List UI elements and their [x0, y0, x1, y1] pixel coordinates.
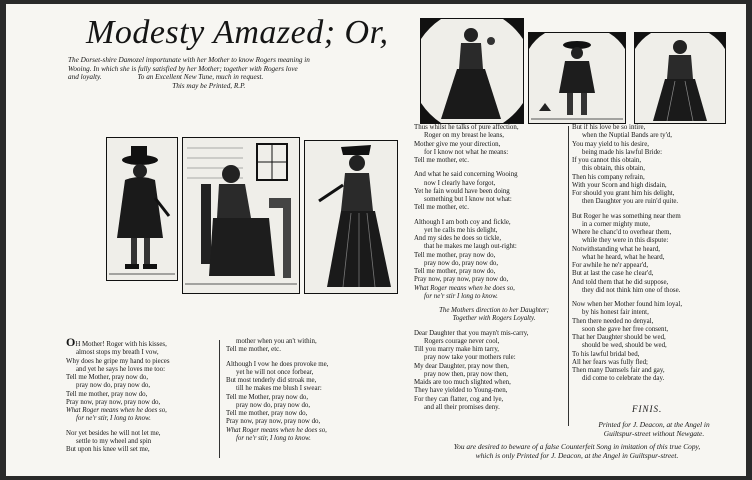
- seated-woman-woodcut-icon: [182, 137, 300, 294]
- notice-line: which is only Printed for J. Deacon, at the Angel in Guiltspur-street.: [475, 451, 679, 460]
- verse-column-4: [572, 124, 740, 384]
- subtitle-line: and loyalty. To an Excellent New Tune, much in request.: [68, 73, 264, 82]
- verse-line: Dear Daughter that you mayn't mis-carry,: [414, 329, 529, 337]
- verse-line: My dear Daughter, pray now then,: [414, 362, 509, 370]
- subtitle-line: The Dorset-shire Damozel importunate with her Mother to know Rogers meaning in: [68, 56, 310, 64]
- verse-line: by his honest fair intent,: [582, 309, 649, 317]
- verse-line: Then many Damsels fair and gay,: [572, 367, 665, 374]
- verse-line: Rogers courage never cool,: [424, 337, 500, 345]
- verse-line: should be wed, should be wed,: [582, 342, 667, 350]
- verse-line: then Daughter you are ruin'd quite.: [582, 198, 679, 206]
- verse-column-3: [414, 124, 574, 412]
- verse-line: till he makes me blush I swear:: [236, 385, 322, 393]
- verse-line: If you cannot this obtain,: [572, 157, 642, 164]
- verse-line: Although I am both coy and fickle,: [414, 218, 511, 226]
- verse-line: Tell me mother, pray now do,: [226, 410, 308, 417]
- finis-mark: FINIS.: [632, 404, 663, 414]
- verse-line: For they can flatter, cog and lye,: [414, 395, 504, 403]
- verse-line: But upon his knee will set me,: [66, 446, 150, 453]
- verse-line: For awhile he ne'r appear'd,: [572, 262, 649, 269]
- verse-line: But at last the case he clear'd,: [572, 270, 654, 278]
- imprint-line: Printed for J. Deacon, at the Angel in: [598, 420, 710, 429]
- standing-woman-woodcut-icon: [304, 140, 398, 294]
- verse-line: What Roger means when he does so,: [414, 284, 515, 292]
- verse-line: With your Scorn and high disdain,: [572, 181, 667, 189]
- ballad-title: Modesty Amazed; Or,: [86, 14, 389, 51]
- gentleman-woodcut-icon: [528, 32, 626, 124]
- subtitle-line: This may be Printed, R.P.: [68, 81, 246, 90]
- verse-line: now I clearly have forgot,: [424, 179, 496, 187]
- verse-line: pray now then, pray now then,: [424, 370, 509, 378]
- verse-line: pray now do, pray now do,: [236, 401, 311, 409]
- verse-line: Tell me mother, pray now do,: [66, 390, 148, 398]
- verse-line: Nor yet besides he will not let me,: [66, 429, 161, 437]
- verse-line: And told them that he did suppose,: [572, 278, 669, 286]
- verse-line: Why does he gripe my hand to pieces: [66, 357, 170, 365]
- subtitle-line: Wooing. In which she is fully satisfied by her Mother; together with Rogers love: [68, 64, 298, 73]
- verse-line: [66, 335, 218, 349]
- verse-line: Although I vow he does provoke me,: [226, 360, 329, 368]
- verse-line: They have yielded to Young-men,: [414, 387, 508, 395]
- notice-line: You are desired to beware of a false Counterfeit Song in imitation of this true Copy,: [453, 442, 701, 451]
- verse-line: Yet he fain would have been doing: [414, 187, 510, 195]
- verse-line: pray now do, pray now do,: [424, 259, 499, 267]
- verse-line: in a corner mighty mute,: [582, 220, 650, 228]
- verse-line: what he heard, what he heard,: [582, 253, 665, 261]
- verse-line: pray now do, pray now do,: [76, 382, 151, 390]
- verse-line: Tell me mother, pray now do,: [414, 251, 496, 259]
- man-in-cloak-woodcut-icon: [106, 137, 178, 281]
- verse-line: Till you marry make him tarry,: [414, 346, 500, 353]
- verse-line: Thus whilst he talks of pure affection,: [414, 124, 519, 131]
- verse-line: Tell me mother, etc.: [226, 346, 281, 354]
- verse-line: Roger on my breast he leans,: [424, 132, 504, 140]
- verse-line: But Roger he was something near them: [572, 212, 681, 220]
- verse-line: for ne'r stir, I long to know.: [76, 415, 151, 423]
- verse-line: for ne'r stir, I long to know.: [236, 434, 311, 442]
- imprint-line: Guiltspur-street without Newgate.: [603, 429, 705, 438]
- printer-imprint: [566, 420, 742, 438]
- verse-line: settle to my wheel and spin: [76, 437, 152, 445]
- section-heading: The Mothers direction to her Daughter;: [439, 307, 549, 314]
- section-heading: Together with Rogers Loyalty.: [452, 315, 536, 323]
- verse-line: What Roger means when he does so,: [66, 407, 167, 414]
- ballad-subtitle: [68, 56, 413, 90]
- verse-line: Then there needed no denyal,: [572, 317, 654, 325]
- verse-line: while they were in this dispute:: [582, 237, 669, 245]
- verse-line: Then his company refrain,: [572, 173, 645, 181]
- verse-line: But if his love be so intire,: [572, 124, 646, 131]
- maiden-woodcut-icon: [634, 32, 726, 124]
- verse-line: Tell me Mother, pray now do,: [66, 374, 149, 381]
- verse-line: Maids are too much slighted when,: [414, 379, 511, 386]
- counterfeit-notice: [410, 442, 744, 460]
- verse-line: something but I know not what:: [424, 196, 512, 203]
- verse-column-1: [66, 335, 218, 454]
- verse-line: almost stops my breath I vow,: [76, 349, 159, 357]
- verse-line: yet he will not once forbear,: [236, 368, 314, 376]
- verse-line: That her Daughter should be wed,: [572, 334, 666, 341]
- verse-line: Pray now, pray now, pray now do,: [414, 276, 509, 284]
- drop-cap: O: [66, 335, 76, 349]
- column-rule: [219, 340, 220, 458]
- verse-line: for ne'r stir I long to know.: [424, 292, 498, 300]
- woman-with-flower-woodcut-icon: [420, 18, 524, 124]
- verse-line: and all their promises deny.: [424, 403, 500, 411]
- verse-line: Pray now, pray now, pray now do,: [226, 418, 321, 426]
- broadside-sheet: [6, 4, 746, 476]
- verse-line: Tell me mother, etc.: [414, 204, 469, 212]
- verse-line: Tell me mother, etc.: [414, 157, 469, 164]
- verse-line: Pray now, pray now, pray now do,: [66, 398, 161, 406]
- verse-line: they did not think him one of those.: [582, 286, 681, 294]
- verse-line: soon she gave her free consent,: [582, 325, 669, 333]
- verse-line: For should you grant him his delight,: [572, 190, 675, 197]
- verse-line: that he makes me laugh out-right:: [424, 243, 517, 251]
- verse-line: Where he chanc'd to overhear them,: [572, 229, 672, 236]
- verse-line: What Roger means when he does so,: [226, 426, 327, 434]
- verse-line: mother when you an't within,: [236, 338, 317, 345]
- verse-line: Tell me mother, pray now do,: [414, 268, 496, 275]
- verse-line-text: H Mother! Roger with his kisses,: [75, 341, 167, 348]
- verse-line: But most tenderly did stroak me,: [226, 377, 317, 384]
- verse-line: when the Nuptial Bands are ty'd,: [582, 132, 673, 140]
- verse-line: All her fears was fully fled;: [572, 358, 648, 366]
- verse-line: Mother give me your direction,: [414, 140, 501, 148]
- verse-line: did come to celebrate the day.: [582, 375, 665, 383]
- verse-line: being made his lawful Bride:: [582, 148, 662, 156]
- verse-line: and yet he says he loves me too:: [76, 365, 165, 373]
- verse-line: You may yield to his desire,: [572, 140, 650, 148]
- verse-line: And what he said concerning Wooing: [414, 171, 518, 179]
- column-rule: [568, 126, 569, 426]
- verse-line: Tell me Mother, pray now do,: [226, 393, 309, 401]
- verse-line: To his lawful bridal bed,: [572, 350, 640, 358]
- verse-column-2: [226, 338, 386, 443]
- verse-line: this obtain, this obtain,: [582, 165, 645, 173]
- verse-line: And my sides he does so tickle,: [414, 235, 502, 242]
- verse-line: for I know not what he means:: [424, 148, 509, 156]
- verse-line: Now when her Mother found him loyal,: [572, 301, 683, 308]
- verse-line: Notwithstanding what he heard,: [572, 245, 661, 253]
- verse-line: yet he calls me his delight,: [424, 226, 498, 234]
- verse-line: pray now take your mothers rule:: [424, 354, 516, 362]
